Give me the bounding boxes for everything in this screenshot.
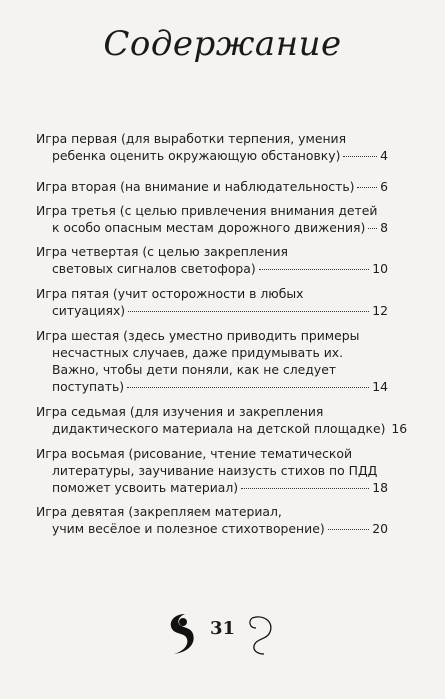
toc-entry-line: Игра четвертая (с целью закрепления: [36, 244, 288, 259]
toc-entry-last-line: [36, 178, 388, 195]
toc-entry-last-line: [36, 420, 408, 437]
toc-page-number: 6: [380, 179, 388, 194]
toc-entry: [36, 285, 388, 319]
dot-leader: [357, 187, 377, 188]
toc-entry-line: световых сигналов светофора): [52, 261, 256, 276]
right-swirl-ornament-icon: [240, 612, 280, 656]
page-number: 31: [209, 618, 236, 639]
toc-entry-line: учим весёлое и полезное стихотворение): [52, 521, 325, 536]
dot-leader: [241, 488, 369, 489]
toc-entry-line: Игра восьмая (рисование, чтение тематической: [36, 446, 353, 461]
toc-entry-line: Игра седьмая (для изучения и закрепления: [36, 404, 324, 419]
toc-entry-last-line: [36, 260, 388, 277]
toc-entry-line: Игра пятая (учит осторожности в любых: [36, 286, 304, 301]
toc-entry: [36, 178, 388, 195]
toc-entry-line: ребенка оценить окружающую обстановку): [52, 148, 341, 163]
toc-page-number: 14: [372, 379, 388, 394]
dot-leader: [368, 228, 377, 229]
toc-entry-line: Игра девятая (закрепляем материал,: [36, 504, 282, 519]
toc-entry-line: поступать): [52, 379, 125, 394]
toc-entry-line: поможет усвоить материал): [52, 480, 239, 495]
toc-page-number: 12: [372, 303, 388, 318]
page-footer: [0, 606, 445, 656]
toc-page-number: 10: [372, 261, 388, 276]
toc-entry: [36, 403, 408, 437]
dot-leader: [128, 311, 369, 312]
toc-page-number: 8: [380, 220, 388, 235]
dot-leader: [127, 387, 369, 388]
toc-entry-line: Игра вторая (на внимание и наблюдательность): [36, 179, 355, 194]
toc-entry-line: ситуациях): [52, 303, 126, 318]
toc-entry-last-line: [36, 378, 388, 395]
toc-entry: [36, 503, 388, 537]
toc-entry-last-line: [36, 219, 388, 236]
toc-entry: [36, 243, 388, 277]
toc-entry-last-line: [36, 479, 388, 496]
toc-entry-line: дидактического материала на детской площадке): [52, 421, 386, 436]
toc-page-number: 4: [380, 148, 388, 163]
toc-entry: [36, 327, 388, 395]
toc-entry-line: литературы, заучивание наизусть стихов по ПДД: [52, 463, 378, 478]
toc-entry: [36, 445, 388, 496]
toc-entry-line: Игра шестая (здесь уместно приводить примеры: [36, 328, 360, 343]
toc-page-number: 16: [391, 421, 408, 436]
toc-entry-line: Игра первая (для выработки терпения, умения: [36, 131, 347, 146]
toc-entry-line: несчастных случаев, даже придумывать их.: [52, 345, 344, 360]
toc-entry-last-line: [36, 520, 388, 537]
toc-entry: [36, 130, 388, 164]
toc-page-number: 18: [372, 480, 388, 495]
toc-entry-line: Важно, чтобы дети поняли, как не следует: [52, 362, 337, 377]
toc-page-number: 20: [372, 521, 388, 536]
toc-entry: [36, 202, 388, 236]
toc-entry-line: Игра третья (с целью привлечения внимания детей: [36, 203, 378, 218]
toc-entry-line: к особо опасным местам дорожного движения): [52, 220, 366, 235]
toc-entry-last-line: [36, 302, 388, 319]
dot-leader: [343, 156, 377, 157]
dot-leader: [328, 529, 370, 530]
dot-leader: [259, 269, 370, 270]
toc-entry-last-line: [36, 147, 388, 164]
page-title: Содержание: [103, 24, 342, 64]
